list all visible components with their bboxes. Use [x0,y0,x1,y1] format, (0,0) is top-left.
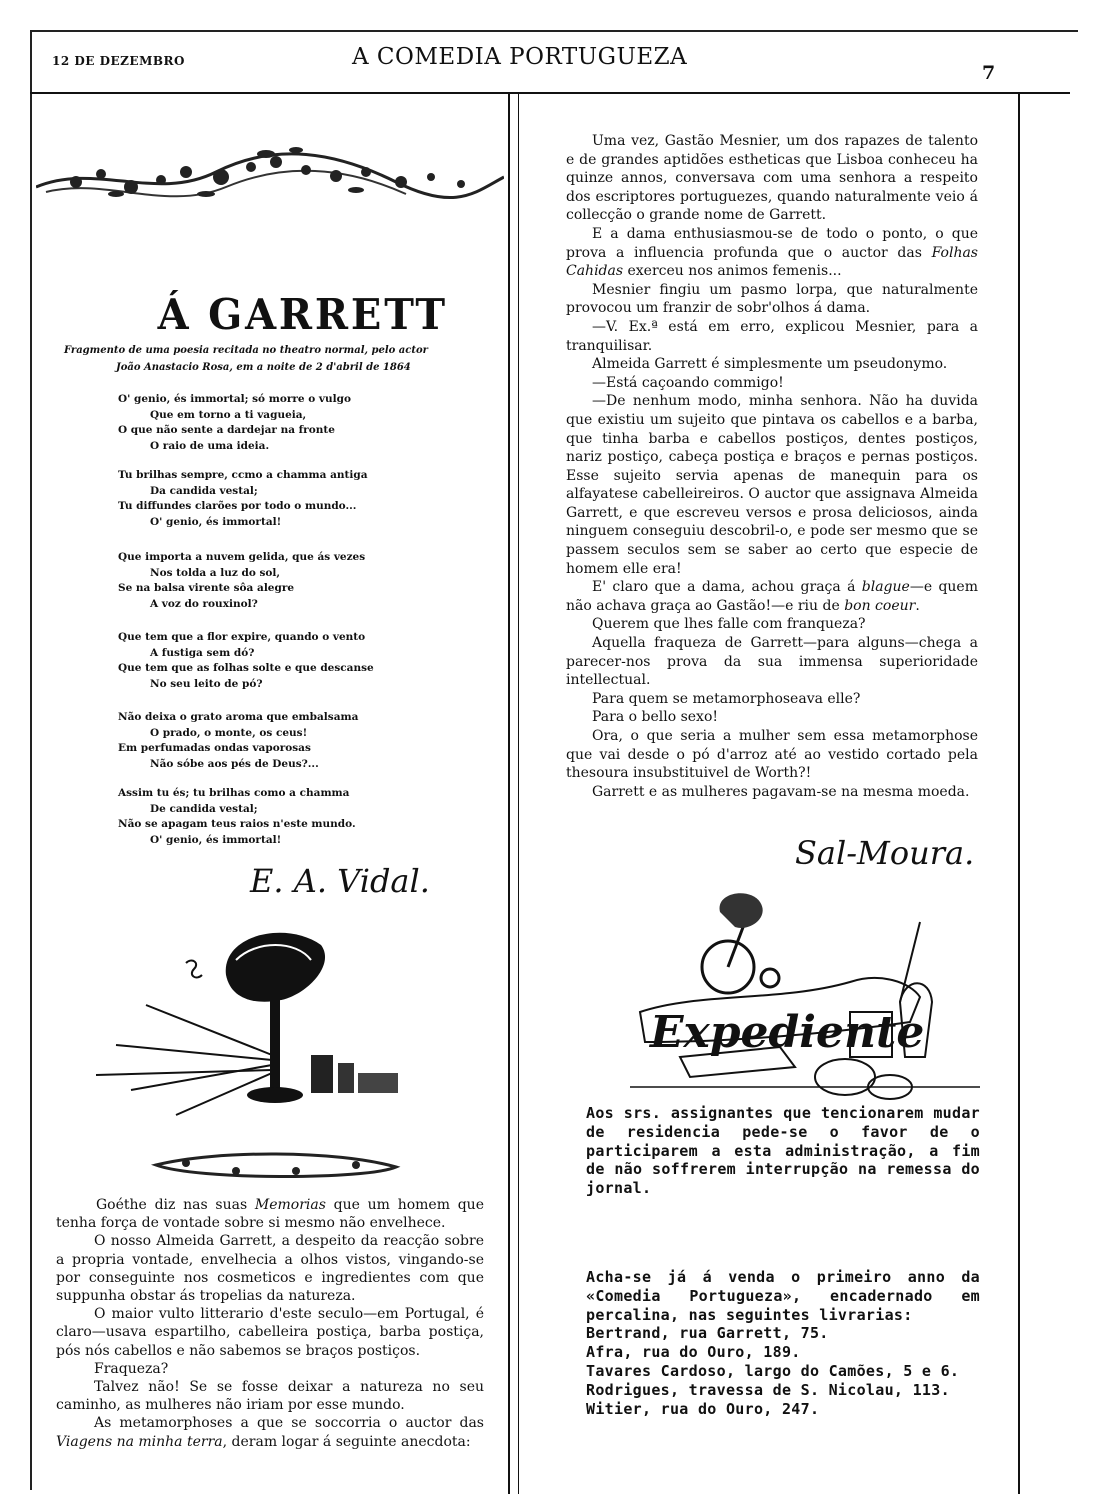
article-signature: Sal-Moura. [795,834,975,872]
left-article-paragraph: As metamorphoses a que se soccorria o auctor das Viagens na minha terra, deram logar á seguinte anecdota: [56,1415,484,1450]
bookstore-entry: Afra, rua do Ouro, 189. [586,1343,801,1362]
bookstore-entry: Tavares Cardoso, largo do Camões, 5 e 6. [586,1361,960,1380]
left-article-paragraph: Talvez não! Se se fosse deixar a natureza no seu caminho, as mulheres não iriam por esse mundo. [56,1379,484,1414]
right-article-paragraph: Querem que lhes falle com franqueza? [592,616,866,633]
right-article-paragraph: Para o bello sexo! [592,709,719,726]
bookstore-entry: Bertrand, rua Garrett, 75. [586,1324,829,1343]
right-article-paragraph: Almeida Garrett é simplesmente um pseudonymo. [592,356,948,373]
bookstore-entry: Rodrigues, travessa de S. Nicolau, 113. [586,1380,950,1399]
floral-garland-ornament [36,132,504,212]
poem-stanza: Que importa a nuvem gelida, que ás vezes Nos tolda a luz do sol, Se na balsa virente sôa alegre A voz do rouxinol? [118,551,366,610]
poem-title: Á GARRETT [157,290,448,339]
right-article-paragraph: E' claro que a dama, achou graça á blague—e quem não achava graça ao Gastão!—e riu de bon coeur. [566,579,978,614]
expediente-banner-illustration [620,882,990,1100]
right-article-paragraph: Uma vez, Gastão Mesnier, um dos rapazes de talento e de grandes aptidões estheticas que Lisboa conheceu ha quinze annos, conversava com uma senhora a respeito dos escriptores portuguezes, quando naturalmente veio á collecção o grande nome de Garrett. [566,133,978,224]
column-divider-right [518,94,519,1494]
expediente-banner-text: Expediente [650,1007,925,1058]
wig-on-stand-illustration [36,905,504,1185]
right-article-paragraph: Para quem se metamorphoseava elle? [592,690,861,707]
left-article-paragraph: O maior vulto litterario d'este seculo—em Portugal, é claro—usava espartilho, cabelleira postiça, barba postiça, pós nós cabellos e não sabemos se braços postiços. [56,1306,484,1359]
right-article-paragraph: Garrett e as mulheres pagavam-se na mesma moeda. [592,783,970,800]
poem-signature: E. A. Vidal. [250,862,430,900]
newspaper-title: A COMEDIA PORTUGUEZA [352,44,688,70]
left-article-paragraph: Goéthe diz nas suas Memorias que um homem que tenha força de vontade sobre si mesmo não envelhece. [56,1197,484,1232]
right-article-paragraph: —Está caçoando commigo! [592,374,784,391]
poem-stanza: Assim tu és; tu brilhas como a chamma De candida vestal; Não se apagam teus raios n'este mundo. O' genio, és immortal! [118,787,356,846]
poem-stanza: Tu brilhas sempre, ccmo a chamma antiga Da candida vestal; Tu diffundes clarões por todo o mundo... O' genio, és immortal! [118,469,368,528]
left-article [56,1196,484,1451]
right-article-paragraph: Ora, o que seria a mulher sem essa metamorphose que vai desde o pó d'arroz até ao vestido cortado pela thesoura insubstituivel de Worth?! [566,728,978,782]
subscriber-notice: Aos srs. assignantes que tencionarem mudar de residencia pede-se o favor de o participarem a esta administração, a fim de não soffrerem interrupção na remessa do jornal. [586,1104,980,1198]
sale-announcement [586,1268,980,1418]
left-article-paragraph: O nosso Almeida Garrett, a despeito da reacção sobre a propria vontade, envelhecia a olhos vistos, vingando-se por conseguinte nos cosmeticos e ingredientes com que suppunha obstar ás tropelias da natureza. [56,1233,484,1305]
right-article-paragraph: —De nenhum modo, minha senhora. Não ha duvida que existiu um sujeito que pintava os cabellos e a barba, que tinha barba e cabellos postiços, dentes postiços, nariz postiço, cabeça postiça e braços e pernas postiços. Esse sujeito servia apenas de manequin para os alfayatese cabelleireiros. O auctor que assignava Almeida Garrett, e que escreveu versos e prosa deliciosos, ainda ninguem conseguiu descobril-o, e pode ser mesmo que se passem seculos sem se saber ao certo que especie de homem elle era! [566,393,978,577]
left-border [30,30,32,1490]
right-border [1018,94,1020,1494]
bookstore-entry: Witier, rua do Ouro, 247. [586,1399,820,1418]
sale-intro: Acha-se já á venda o primeiro anno da «Comedia Portugueza», encadernado em percalina, nas seguintes livrarias: [586,1268,980,1324]
poem-stanza: Que tem que a flor expire, quando o vento A fustiga sem dó? Que tem que as folhas solte e que descanse No seu leito de pó? [118,631,374,690]
header-date: 12 DE DEZEMBRO [52,54,185,68]
header-rule [30,92,1070,94]
left-article-paragraph: Fraqueza? [94,1360,169,1377]
poem-stanza: O' genio, és immortal; só morre o vulgo Que em torno a ti vagueia, O que não sente a dardejar na fronte O raio de uma ideia. [118,393,351,452]
right-article-paragraph: Mesnier fingiu um pasmo lorpa, que naturalmente provocou um franzir de sobr'olhos á dama. [566,281,978,317]
page-number: 7 [982,62,996,84]
right-article [566,132,978,801]
right-article-paragraph: —V. Ex.ª está em erro, explicou Mesnier, para a tranquilisar. [566,318,978,354]
right-article-paragraph: Aquella fraqueza de Garrett—para alguns—chega a parecer-nos prova da sua immensa superioridade intellectual. [566,635,978,689]
column-divider-left [508,94,510,1494]
poem-stanza: Não deixa o grato aroma que embalsama O prado, o monte, os ceus! Em perfumadas ondas vaporosas Não sóbe aos pés de Deus?... [118,711,359,770]
poem-subtitle-line2: João Anastacio Rosa, em a noite de 2 d'abril de 1864 [116,362,411,373]
top-rule [30,30,1078,32]
right-article-paragraph: E a dama enthusiasmou-se de todo o ponto, o que prova a influencia profunda que o auctor das Folhas Cahidas exerceu nos animos femenis... [566,225,978,280]
poem-subtitle-line1: Fragmento de uma poesia recitada no theatro normal, pelo actor [64,345,428,356]
